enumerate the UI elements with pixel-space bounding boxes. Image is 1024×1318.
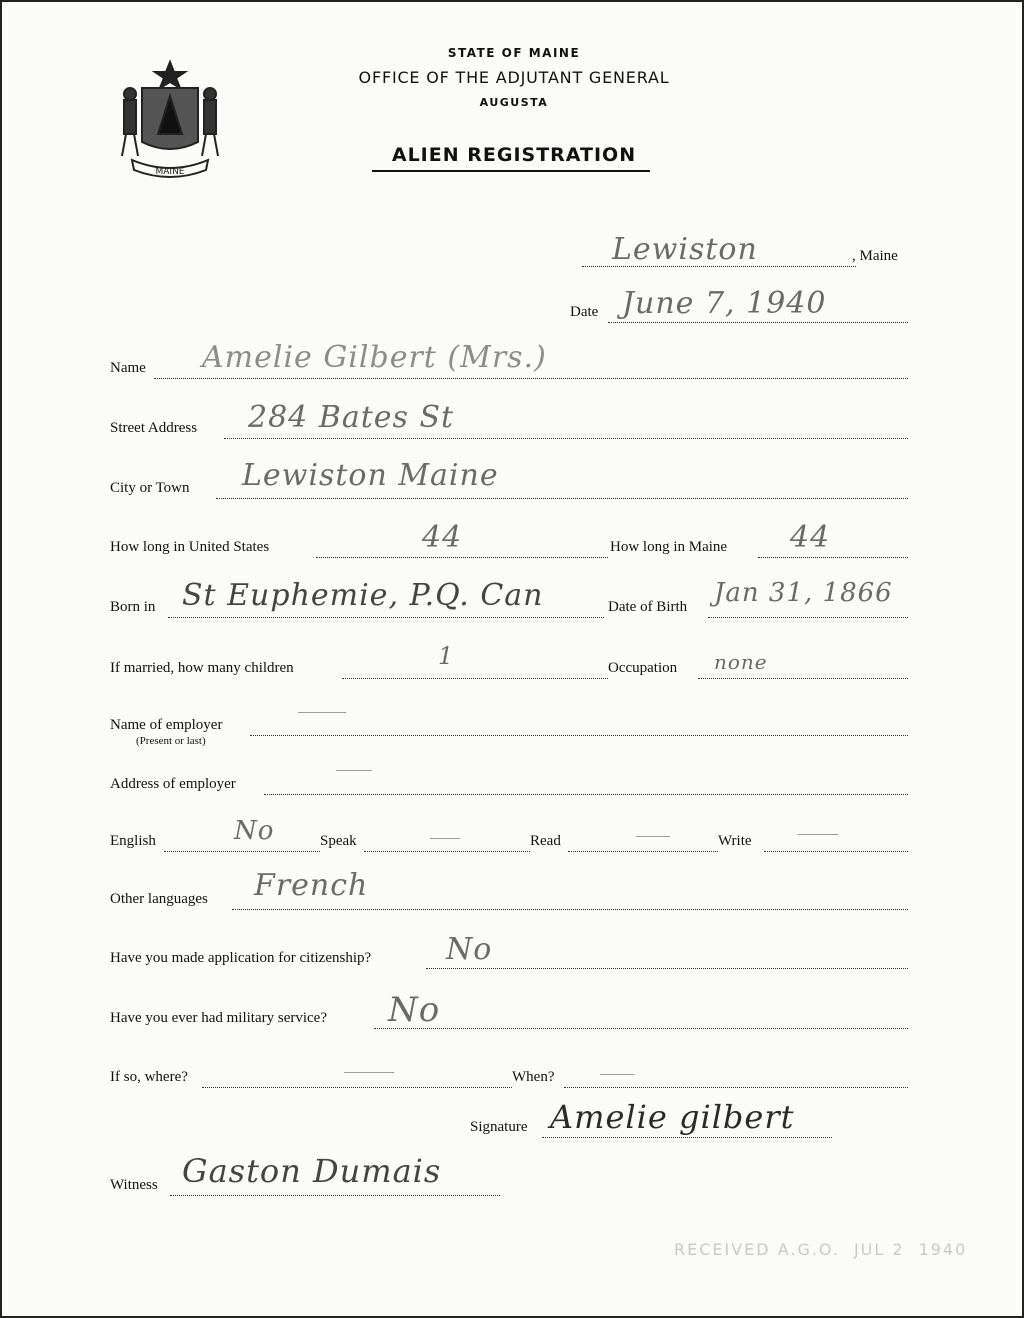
other-languages-label: Other languages <box>110 891 208 907</box>
name-line <box>154 378 908 379</box>
date-field: June 7, 1940 <box>622 286 827 321</box>
when-dash <box>600 1074 634 1075</box>
signature-line <box>542 1137 832 1138</box>
children-line <box>342 678 608 679</box>
office-heading: OFFICE OF THE ADJUTANT GENERAL <box>358 68 670 87</box>
other-languages-field: French <box>254 868 369 903</box>
how-long-maine-label: How long in Maine <box>610 539 728 555</box>
read-dash <box>636 836 670 837</box>
name-label: Name <box>110 360 146 376</box>
employer-address-line <box>264 794 908 795</box>
born-in-line <box>168 617 604 618</box>
how-long-maine-line <box>758 557 908 558</box>
citizenship-label: Have you made application for citizenship? <box>110 950 372 966</box>
born-in-field: St Euphemie, P.Q. Can <box>182 578 544 613</box>
speak-line <box>364 851 530 852</box>
town-field: Lewiston <box>612 232 758 267</box>
how-long-us-label: How long in United States <box>110 539 270 555</box>
how-long-maine-field: 44 <box>790 520 831 555</box>
how-long-us-line <box>316 557 608 558</box>
received-stamp <box>674 1240 981 1259</box>
city-or-town-line <box>216 498 908 499</box>
witness-line <box>170 1195 500 1196</box>
street-address-line <box>224 438 908 439</box>
english-line <box>164 851 320 852</box>
date-of-birth-line <box>708 617 908 618</box>
born-in-label: Born in <box>110 599 156 615</box>
children-label: If married, how many children <box>110 660 294 676</box>
when-line <box>564 1087 908 1088</box>
military-line <box>374 1028 908 1029</box>
signature-label: Signature <box>470 1119 528 1135</box>
read-line <box>568 851 718 852</box>
english-label: English <box>110 833 156 849</box>
employer-name-line <box>250 735 908 736</box>
if-so-where-line <box>202 1087 512 1088</box>
witness-field: Gaston Dumais <box>182 1152 442 1190</box>
stamp-date: JUL 2 <box>853 1240 905 1259</box>
military-label: Have you ever had military service? <box>110 1010 327 1026</box>
speak-dash <box>430 838 460 839</box>
occupation-line <box>698 678 908 679</box>
title-underline <box>372 170 650 172</box>
employer-address-dash <box>336 770 372 771</box>
employer-name-label: Name of employer <box>110 717 223 733</box>
write-dash <box>798 834 838 835</box>
state-heading: STATE OF MAINE <box>447 46 581 60</box>
witness-label: Witness <box>110 1177 158 1193</box>
date-of-birth-label: Date of Birth <box>608 599 688 615</box>
citizenship-line <box>426 968 908 969</box>
children-field: 1 <box>438 642 455 670</box>
stamp-year: 1940 <box>918 1240 968 1259</box>
if-so-where-dash <box>344 1072 394 1073</box>
stamp-received: RECEIVED A.G.O. <box>674 1240 840 1259</box>
occupation-field: none <box>714 650 768 674</box>
city-heading: AUGUSTA <box>479 96 549 109</box>
form-title: ALIEN REGISTRATION <box>391 144 637 166</box>
maine-label: , Maine <box>852 248 898 264</box>
city-or-town-field: Lewiston Maine <box>242 458 499 493</box>
employer-address-label: Address of employer <box>110 776 236 792</box>
when-label: When? <box>512 1069 555 1085</box>
city-or-town-label: City or Town <box>110 480 190 496</box>
seal-banner: MAINE <box>155 167 185 177</box>
street-address-label: Street Address <box>110 420 198 436</box>
read-label: Read <box>530 833 561 849</box>
military-field: No <box>388 990 441 1030</box>
date-line <box>608 322 908 323</box>
other-languages-line <box>232 909 908 910</box>
how-long-us-field: 44 <box>422 520 463 555</box>
employer-name-note: (Present or last) <box>136 735 206 747</box>
employer-name-dash <box>298 712 346 713</box>
date-label: Date <box>570 304 599 320</box>
write-label: Write <box>718 833 752 849</box>
date-of-birth-field: Jan 31, 1866 <box>714 578 893 608</box>
signature-field: Amelie gilbert <box>550 1098 795 1136</box>
speak-label: Speak <box>320 833 357 849</box>
street-address-field: 284 Bates St <box>248 400 455 435</box>
english-field: No <box>234 816 275 846</box>
name-field: Amelie Gilbert (Mrs.) <box>202 340 547 375</box>
occupation-label: Occupation <box>608 660 678 676</box>
write-line <box>764 851 908 852</box>
citizenship-field: No <box>446 932 493 967</box>
if-so-where-label: If so, where? <box>110 1069 188 1085</box>
